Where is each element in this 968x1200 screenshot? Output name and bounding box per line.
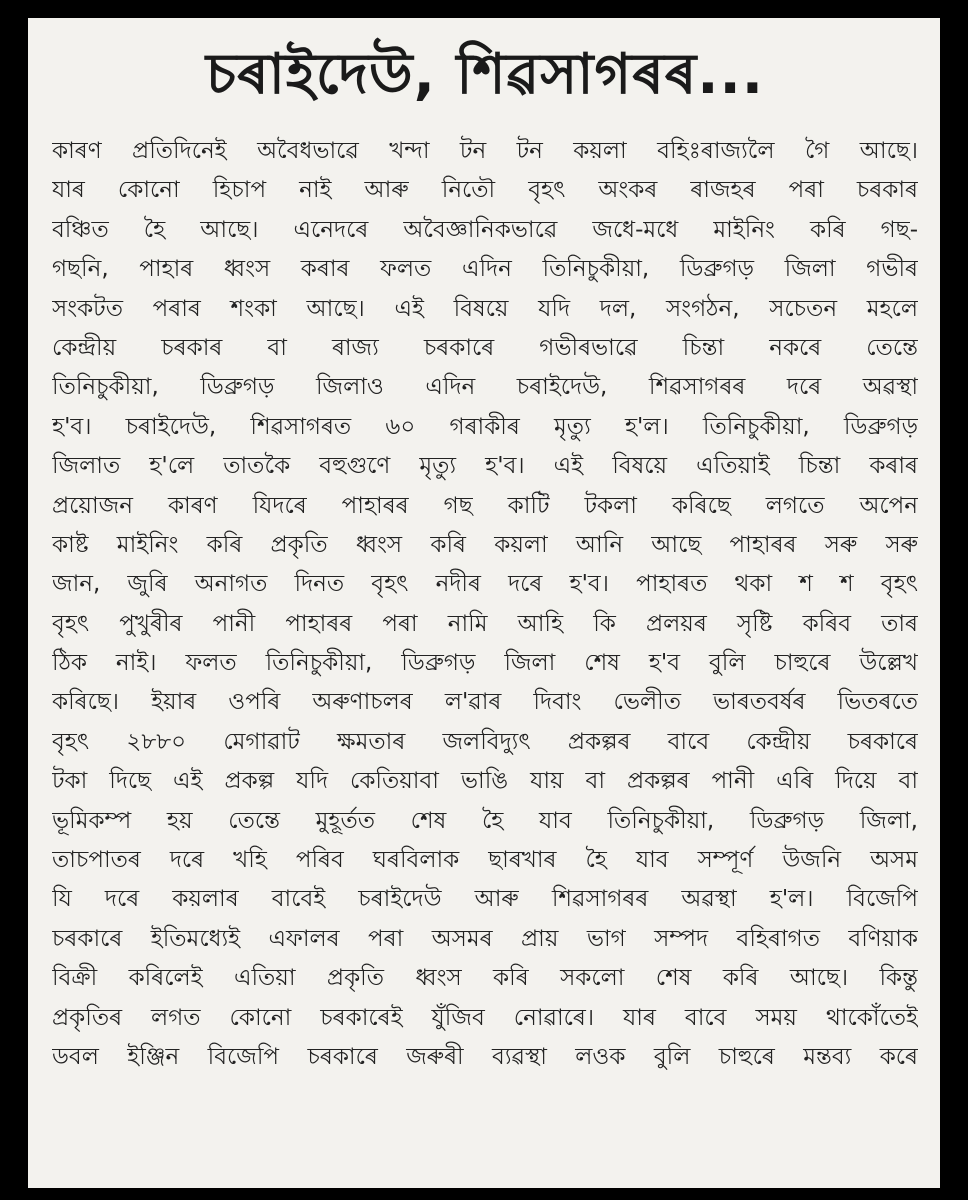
article-line: জিলাত হ'লে তাতকৈ বহুগুণে মৃত্যু হ'ব। এই বিষয়ে এতিয়াই চিন্তা কৰাৰ	[52, 453, 918, 480]
article-line: বৃহৎ পুখুৰীৰ পানী পাহাৰৰ পৰা নামি আহি কি প্ৰলয়ৰ সৃষ্টি কৰিব তাৰ	[52, 610, 918, 637]
article-line: গছনি, পাহাৰ ধ্বংস কৰাৰ ফলত এদিন তিনিচুকীয়া, ডিব্ৰুগড় জিলা গভীৰ	[52, 256, 918, 283]
article-line: কৰিছে। ইয়াৰ ওপৰি অৰুণাচলৰ ল'ৱাৰ দিবাং ভেলীত ভাৰতবৰ্ষৰ ভিতৰতে	[52, 689, 918, 716]
article-line: ভূমিকম্প হয় তেন্তে মুহূৰ্তত শেষ হৈ যাব তিনিচুকীয়া, ডিব্ৰুগড় জিলা,	[52, 807, 918, 834]
article-line: হ'ব। চৰাইদেউ, শিৱসাগৰত ৬০ গৰাকীৰ মৃত্যু হ'ল। তিনিচুকীয়া, ডিব্ৰুগড়	[52, 413, 918, 440]
article-line: প্ৰকৃতিৰ লগত কোনো চৰকাৰেই যুঁজিব নোৱাৰে। যাৰ বাবে সময় থাকোঁতেই	[52, 1004, 918, 1031]
article-line: সংকটত পৰাৰ শংকা আছে। এই বিষয়ে যদি দল, সংগঠন, সচেতন মহলে	[52, 295, 918, 322]
article-line: বৃহৎ ২৮৮০ মেগাৱাট ক্ষমতাৰ জলবিদ্যুৎ প্ৰকল্পৰ বাবে কেন্দ্ৰীয় চৰকাৰে	[52, 728, 918, 755]
article-line: বিক্ৰী কৰিলেই এতিয়া প্ৰকৃতি ধ্বংস কৰি সকলো শেষ কৰি আছে। কিন্তু	[52, 965, 918, 992]
article-line: তাচপাতৰ দৰে খহি পৰিব ঘৰবিলাক ছাৰখাৰ হৈ যাব সম্পূৰ্ণ উজনি অসম	[52, 847, 918, 874]
article-line: জান, জুৰি অনাগত দিনত বৃহৎ নদীৰ দৰে হ'ব। পাহাৰত থকা শ শ বৃহৎ	[52, 571, 918, 598]
article-line: ডবল ইঞ্জিন বিজেপি চৰকাৰে জৰুৰী ব্যৱস্থা লওক বুলি চাহুৰে মন্তব্য কৰে	[52, 1043, 918, 1070]
article-line: চৰকাৰে ইতিমধ্যেই এফালৰ পৰা অসমৰ প্ৰায় ভাগ সম্পদ বহিৰাগত বণিয়াক	[52, 925, 918, 952]
article-line: কেন্দ্ৰীয় চৰকাৰ বা ৰাজ্য চৰকাৰে গভীৰভাৱে চিন্তা নকৰে তেন্তে	[52, 334, 918, 361]
article-line: ঠিক নাই। ফলত তিনিচুকীয়া, ডিব্ৰুগড় জিলা শেষ হ'ব বুলি চাহুৰে উল্লেখ	[52, 650, 918, 677]
newspaper-clipping	[28, 18, 940, 1188]
article-line: প্ৰয়োজন কাৰণ যিদৰে পাহাৰৰ গছ কাটি টকলা কৰিছে লগতে অপেন	[52, 492, 918, 519]
article-line: তিনিচুকীয়া, ডিব্ৰুগড় জিলাও এদিন চৰাইদেউ, শিৱসাগৰৰ দৰে অৱস্থা	[52, 374, 918, 401]
article-line: যি দৰে কয়লাৰ বাবেই চৰাইদেউ আৰু শিৱসাগৰৰ অৱস্থা হ'ল। বিজেপি	[52, 886, 918, 913]
headline: চৰাইদেউ, শিৱসাগৰৰ...	[205, 42, 765, 107]
article-line: কাৰণ প্ৰতিদিনেই অবৈধভাৱে খন্দা টন টন কয়লা বহিঃৰাজ্যলৈ গৈ আছে।	[52, 138, 918, 164]
article-body	[52, 132, 918, 1077]
article-line: কাষ্ট মাইনিং কৰি প্ৰকৃতি ধ্বংস কৰি কয়লা আনি আছে পাহাৰৰ সৰু সৰু	[52, 531, 918, 558]
article-line: বঞ্চিত হৈ আছে। এনেদৰে অবৈজ্ঞানিকভাৱে জধে-মধে মাইনিং কৰি গছ-	[52, 216, 918, 243]
article-line: যাৰ কোনো হিচাপ নাই আৰু নিতৌ বৃহৎ অংকৰ ৰাজহৰ পৰা চৰকাৰ	[52, 177, 918, 204]
article-line: টকা দিছে এই প্ৰকল্প যদি কেতিয়াবা ভাঙি যায় বা প্ৰকল্পৰ পানী এৰি দিয়ে বা	[52, 768, 918, 795]
